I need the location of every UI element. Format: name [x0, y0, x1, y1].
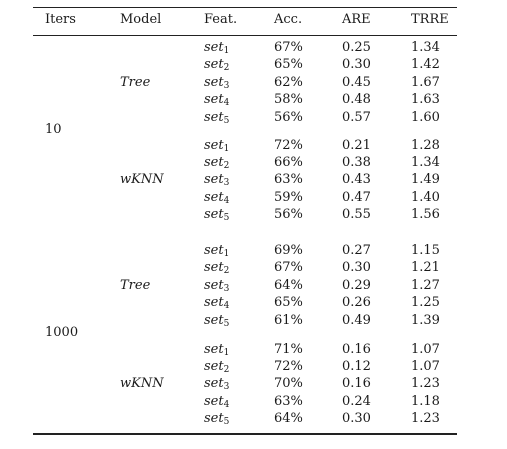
cell-are: 0.16 [342, 376, 371, 392]
header-are: ARE [342, 12, 371, 27]
cell-feat [204, 57, 229, 73]
model-name: Tree [120, 74, 151, 90]
cell-are: 0.38 [342, 154, 371, 170]
cell-feat [204, 260, 229, 276]
cell-trre: 1.07 [411, 358, 440, 374]
cell-trre: 1.40 [411, 189, 440, 205]
top-rule [33, 7, 457, 8]
feat-name: set [204, 243, 224, 258]
cell-feat [204, 155, 229, 171]
cell-acc: 71% [274, 341, 303, 357]
feat-subscript: 5 [223, 213, 230, 224]
cell-trre: 1.23 [411, 376, 440, 392]
header-trre: TRRE [411, 12, 449, 27]
iters-value: 1000 [45, 325, 79, 340]
feat-name: set [204, 92, 224, 108]
cell-trre: 1.39 [411, 312, 440, 328]
bottom-rule [33, 433, 457, 435]
cell-are: 0.47 [342, 189, 371, 205]
cell-trre: 1.67 [411, 74, 440, 90]
header-feat: Feat. [204, 12, 238, 27]
feat-name: set [204, 376, 224, 392]
cell-are: 0.16 [342, 341, 371, 357]
cell-are: 0.27 [342, 243, 371, 258]
cell-are: 0.43 [342, 172, 371, 188]
feat-subscript: 4 [223, 399, 230, 410]
cell-acc: 67% [274, 260, 303, 276]
cell-trre: 1.27 [411, 277, 440, 293]
feat-subscript: 1 [223, 143, 230, 154]
iters-value: 10 [45, 122, 62, 137]
cell-acc: 72% [274, 137, 303, 153]
cell-acc: 69% [274, 243, 303, 258]
cell-are: 0.30 [342, 260, 371, 276]
cell-trre: 1.34 [411, 40, 440, 55]
cell-acc: 56% [274, 109, 303, 125]
feat-subscript: 2 [223, 364, 230, 375]
feat-name: set [204, 260, 224, 276]
feat-subscript: 1 [223, 249, 230, 259]
feat-name: set [204, 137, 224, 153]
cell-acc: 63% [274, 393, 303, 409]
cell-trre: 1.21 [411, 260, 440, 276]
cell-are: 0.30 [342, 411, 371, 427]
cell-trre: 1.07 [411, 341, 440, 357]
model-name: wKNN [120, 172, 164, 188]
feat-subscript: 5 [223, 318, 230, 329]
feat-name: set [204, 207, 224, 223]
cell-trre: 1.15 [411, 243, 440, 258]
cell-feat [204, 138, 229, 154]
feat-subscript: 1 [223, 46, 230, 56]
feat-name: set [204, 295, 224, 311]
cell-feat [204, 110, 229, 126]
cell-acc: 65% [274, 57, 303, 73]
header-iters: Iters [45, 12, 76, 27]
cell-feat [204, 313, 229, 329]
cell-are: 0.29 [342, 277, 371, 293]
cell-trre: 1.60 [411, 109, 440, 125]
feat-name: set [204, 312, 224, 328]
model-name: wKNN [120, 376, 164, 392]
cell-feat [204, 190, 229, 206]
cell-acc: 72% [274, 358, 303, 374]
cell-acc: 63% [274, 172, 303, 188]
feat-subscript: 2 [223, 160, 230, 171]
cell-trre: 1.23 [411, 411, 440, 427]
feat-name: set [204, 277, 224, 293]
cell-acc: 66% [274, 154, 303, 170]
cell-are: 0.30 [342, 57, 371, 73]
feat-name: set [204, 411, 224, 427]
cell-acc: 58% [274, 92, 303, 108]
feat-subscript: 4 [223, 195, 230, 206]
cell-feat [204, 411, 229, 427]
cell-feat [204, 278, 229, 294]
feat-name: set [204, 74, 224, 90]
cell-are: 0.48 [342, 92, 371, 108]
feat-name: set [204, 154, 224, 170]
cell-feat [204, 207, 229, 223]
cell-acc: 61% [274, 312, 303, 328]
feat-subscript: 3 [223, 178, 230, 189]
feat-subscript: 3 [223, 382, 230, 393]
feat-subscript: 3 [223, 283, 230, 294]
cell-are: 0.24 [342, 393, 371, 409]
cell-trre: 1.49 [411, 172, 440, 188]
feat-name: set [204, 172, 224, 188]
feat-subscript: 3 [223, 80, 230, 91]
cell-acc: 62% [274, 74, 303, 90]
cell-acc: 56% [274, 207, 303, 223]
feat-subscript: 5 [223, 417, 230, 428]
feat-name: set [204, 393, 224, 409]
cell-trre: 1.56 [411, 207, 440, 223]
cell-feat [204, 75, 229, 91]
feat-name: set [204, 341, 224, 357]
cell-feat [204, 394, 229, 410]
feat-name: set [204, 189, 224, 205]
cell-feat [204, 342, 229, 358]
feat-name: set [204, 358, 224, 374]
cell-trre: 1.63 [411, 92, 440, 108]
cell-feat [204, 359, 229, 375]
cell-trre: 1.34 [411, 154, 440, 170]
model-name: Tree [120, 277, 151, 293]
cell-trre: 1.28 [411, 137, 440, 153]
feat-subscript: 2 [223, 63, 230, 74]
cell-acc: 59% [274, 189, 303, 205]
cell-are: 0.57 [342, 109, 371, 125]
cell-are: 0.49 [342, 312, 371, 328]
header-rule [33, 35, 457, 36]
cell-acc: 64% [274, 411, 303, 427]
cell-trre: 1.42 [411, 57, 440, 73]
cell-trre: 1.18 [411, 393, 440, 409]
cell-are: 0.21 [342, 137, 371, 153]
cell-feat [204, 376, 229, 392]
cell-acc: 64% [274, 277, 303, 293]
cell-trre: 1.25 [411, 295, 440, 311]
cell-are: 0.12 [342, 358, 371, 374]
cell-feat [204, 92, 229, 108]
cell-acc: 65% [274, 295, 303, 311]
cell-are: 0.25 [342, 40, 371, 55]
cell-feat [204, 243, 229, 259]
cell-feat [204, 172, 229, 188]
cell-acc: 67% [274, 40, 303, 55]
feat-subscript: 1 [223, 347, 230, 358]
cell-are: 0.55 [342, 207, 371, 223]
header-model: Model [120, 12, 162, 27]
feat-subscript: 5 [223, 115, 230, 126]
feat-name: set [204, 57, 224, 73]
feat-name: set [204, 40, 224, 55]
feat-name: set [204, 109, 224, 125]
feat-subscript: 2 [223, 266, 230, 277]
cell-feat [204, 295, 229, 311]
cell-are: 0.26 [342, 295, 371, 311]
cell-acc: 70% [274, 376, 303, 392]
cell-are: 0.45 [342, 74, 371, 90]
header-acc: Acc. [274, 12, 303, 27]
feat-subscript: 4 [223, 301, 230, 312]
cell-feat [204, 40, 229, 56]
feat-subscript: 4 [223, 98, 230, 109]
